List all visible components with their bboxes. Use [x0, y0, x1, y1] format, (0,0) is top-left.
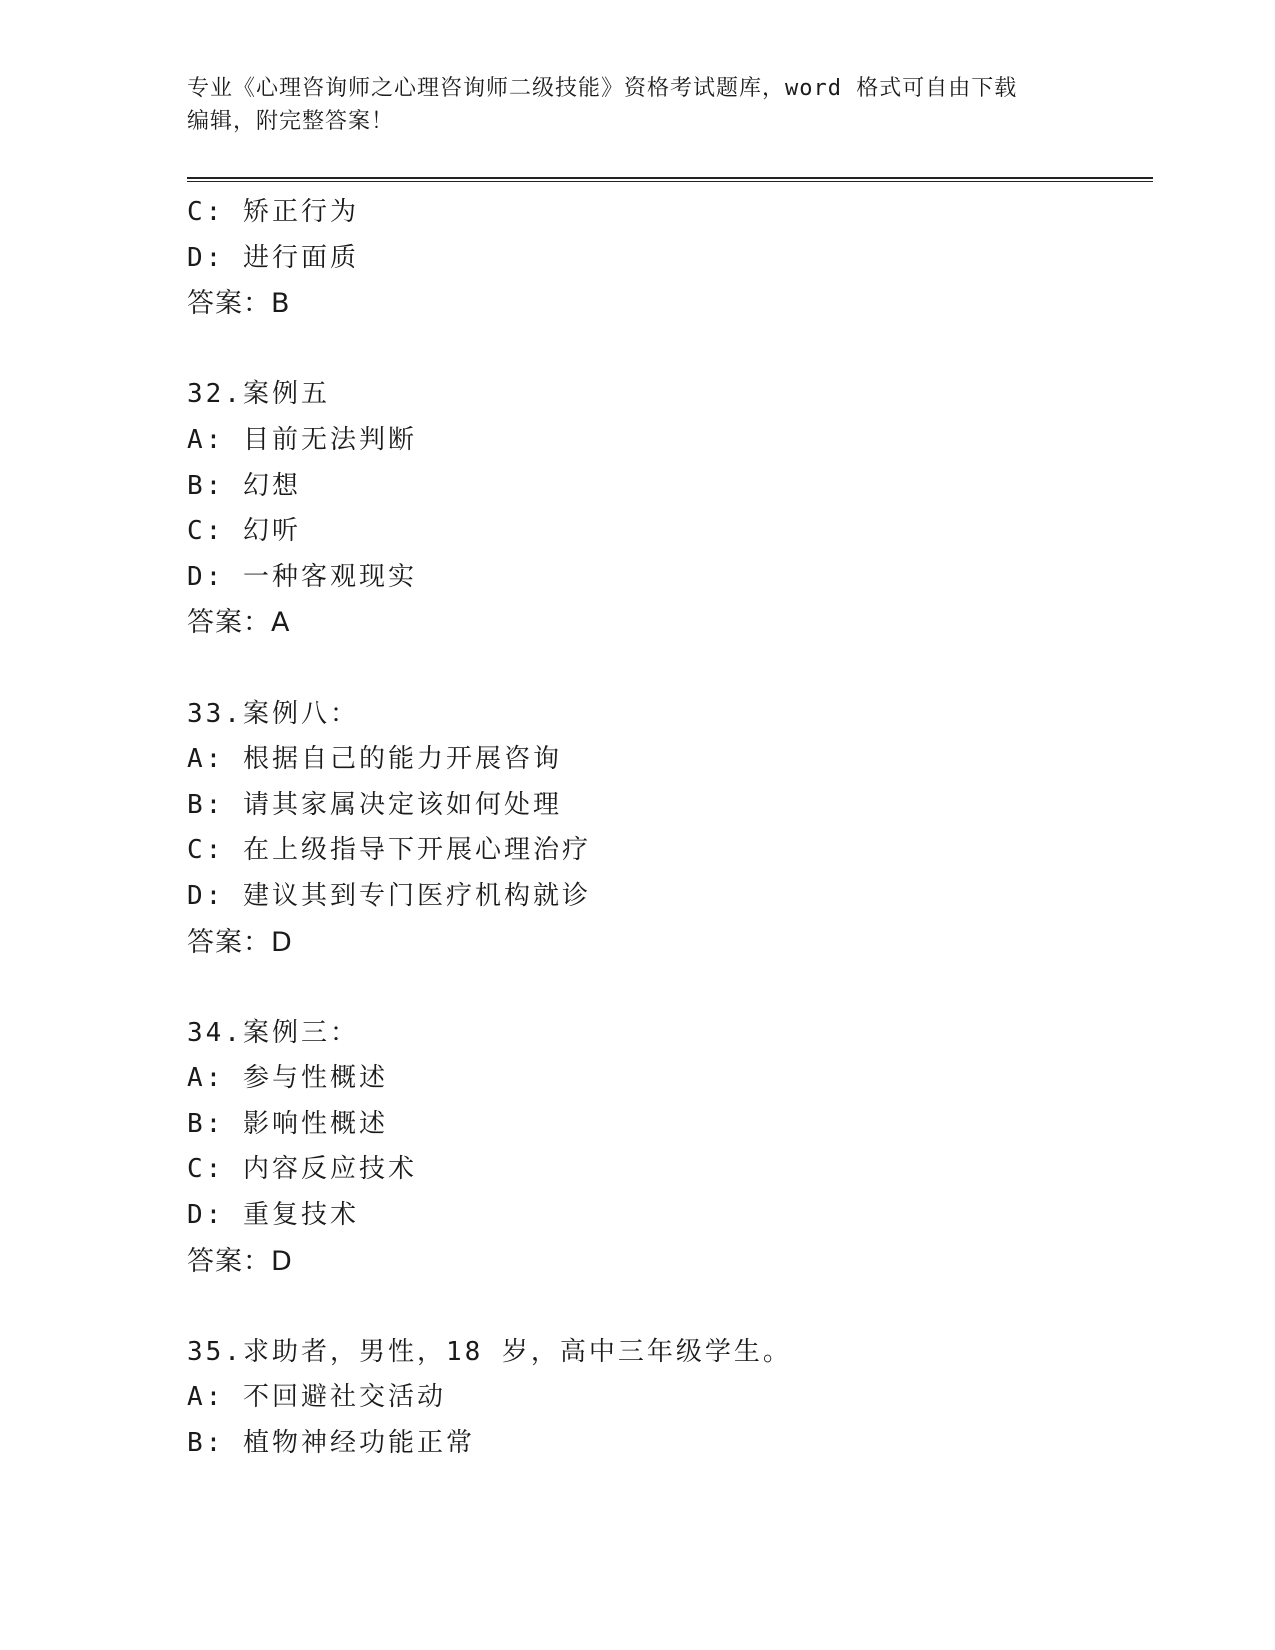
- answer: 答案：A: [187, 607, 291, 639]
- question-block-33: [187, 692, 1147, 966]
- answer: 答案：B: [187, 288, 291, 320]
- question-block-continued: [187, 190, 1147, 327]
- option-a: A: 目前无法判断: [187, 424, 417, 455]
- option-b: B: 请其家属决定该如何处理: [187, 789, 562, 820]
- option-c: C: 矫正行为: [187, 197, 359, 227]
- question-block-32: [187, 372, 1147, 646]
- question-title: 32.案例五: [187, 379, 330, 410]
- question-block-34: [187, 1011, 1147, 1285]
- option-c: C: 幻听: [187, 516, 301, 547]
- option-a: A: 根据自己的能力开展咨询: [187, 744, 562, 775]
- option-d: D: 重复技术: [187, 1200, 359, 1231]
- option-c: C: 内容反应技术: [187, 1154, 417, 1185]
- option-b: B: 幻想: [187, 470, 301, 501]
- header-line-2: 编辑，附完整答案！: [187, 109, 395, 134]
- question-title: 33.案例八：: [187, 698, 359, 729]
- question-list: [187, 190, 1147, 1467]
- question-block-35: [187, 1330, 1147, 1467]
- page-header: [187, 72, 1087, 138]
- option-a: A: 参与性概述: [187, 1063, 388, 1094]
- option-b: B: 影响性概述: [187, 1108, 388, 1139]
- answer: 答案：D: [187, 1245, 293, 1277]
- header-divider: [187, 177, 1153, 182]
- option-c: C: 在上级指导下开展心理治疗: [187, 835, 591, 866]
- option-d: D: 进行面质: [187, 242, 359, 273]
- option-d: D: 建议其到专门医疗机构就诊: [187, 880, 591, 911]
- option-b: B: 植物神经功能正常: [187, 1428, 475, 1459]
- question-title: 35.求助者，男性，18 岁，高中三年级学生。: [187, 1336, 792, 1367]
- question-title: 34.案例三：: [187, 1017, 359, 1048]
- option-a: A: 不回避社交活动: [187, 1382, 446, 1413]
- option-d: D: 一种客观现实: [187, 561, 417, 592]
- answer: 答案：D: [187, 926, 293, 958]
- header-line-1: 专业《心理咨询师之心理咨询师二级技能》资格考试题库，word 格式可自由下载: [187, 76, 1018, 101]
